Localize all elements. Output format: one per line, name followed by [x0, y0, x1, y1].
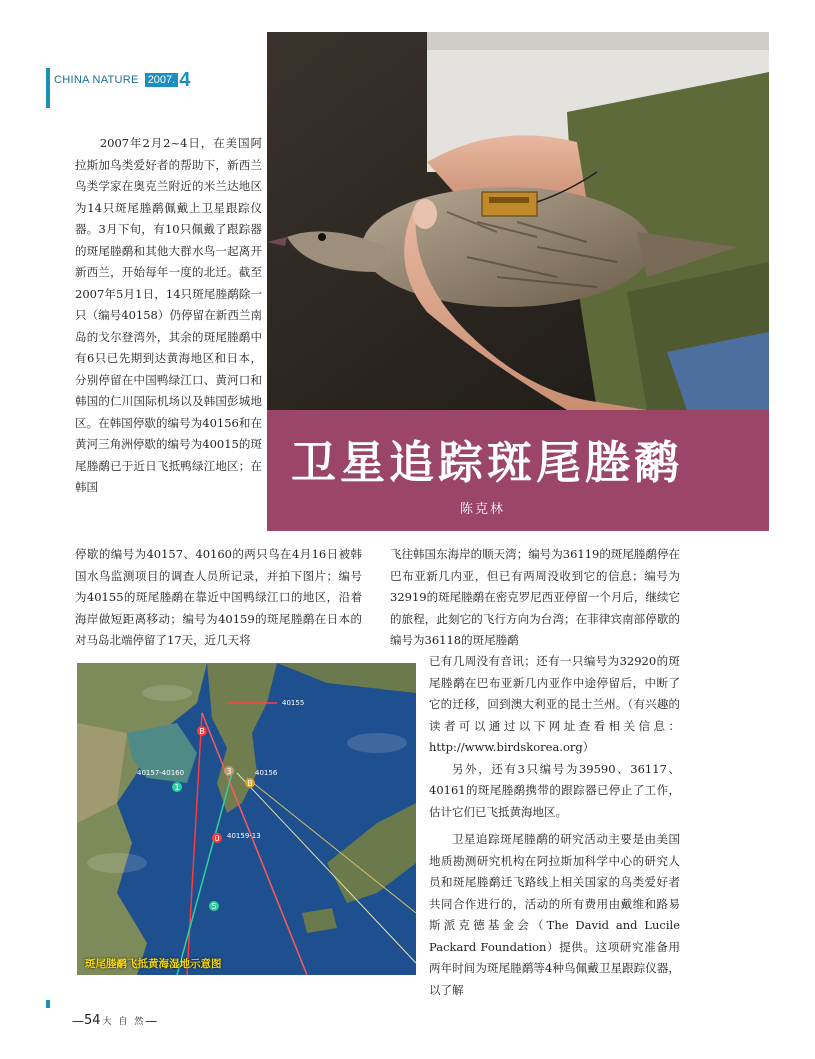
article-author: 陈克林	[460, 502, 506, 517]
map-marker: 3	[226, 767, 232, 776]
bird-photo-illustration	[267, 32, 769, 410]
issue-number: 4	[179, 69, 191, 91]
side-accent-rule	[46, 68, 50, 108]
map-marker: 0	[214, 834, 220, 843]
issue-year: 2007.	[145, 73, 179, 87]
page-number: 54	[84, 1013, 101, 1028]
body-column-left: 2007年2月2~4日，在美国阿拉斯加鸟类爱好者的帮助下，新西兰鸟类学家在奥克兰附近的米兰达地区为14只斑尾塍鹬佩戴上卫星跟踪仪器。3月下旬，有10只佩戴了跟踪器的斑尾塍鹬和其他大群水鸟一起离开新西兰，开始每年一度的北迁。截至2007年5月1日，14只斑尾塍鹬除一只（编号40158）仍停留在新西兰南岛的戈尔登湾外，其余的斑尾塍鹬中有6只已先期到达黄海地区和日本，分别停留在中国鸭绿江口、黄河口和韩国的仁川国际机场以及韩国彭城地区。在韩国停歇的编号为40156和在黄河三角洲停歇的编号为40015的斑尾塍鹬已于近日飞抵鸭绿江地区；在韩国	[75, 136, 262, 494]
migration-map	[77, 663, 416, 975]
map-marker: B	[199, 727, 205, 736]
map-label: 40157-40160	[137, 769, 185, 777]
map-label: 40156	[255, 769, 278, 777]
footer-magazine-name: 大 自 然	[102, 1017, 146, 1027]
map-label: 40159-13	[227, 832, 261, 840]
body-paragraph: 已有几周没有音讯；还有一只编号为32920的斑尾塍鹬在巴布亚新几内亚作中途停留后，中断了它的迁移，回到澳大利亚的昆士兰州。（有兴趣的读者可以通过以下网址查看相关信息：http://www.birdskorea.org）	[429, 654, 680, 754]
body-column-right	[429, 651, 680, 1001]
body-column-right-top: 飞往韩国东海岸的顺天湾；编号为36119的斑尾塍鹬停在巴布亚新几内亚，但已有两周没收到它的信息；编号为32919的斑尾塍鹬在密克罗尼西亚停留一个月后，继续它的旅程，此刻它的飞行方向为台湾；在菲律宾南部停歇的编号为36118的斑尾塍鹬	[390, 547, 680, 647]
magazine-name: CHINA NATURE	[54, 74, 139, 86]
page-footer	[72, 1013, 157, 1028]
map-illustration	[77, 663, 416, 975]
map-marker: B	[247, 779, 253, 788]
title-band	[267, 410, 769, 531]
map-marker: 5	[211, 902, 217, 911]
map-caption: 斑尾塍鹬飞抵黄海湿地示意图	[85, 958, 222, 970]
folio-dash: —	[145, 1013, 158, 1028]
map-marker: 1	[174, 783, 180, 792]
map-label: 40155	[282, 699, 305, 707]
bird-photo	[267, 32, 769, 410]
magazine-header	[54, 69, 191, 91]
folio-dash: —	[72, 1013, 84, 1028]
body-paragraph: 另外，还有3只编号为39590、36117、40161的斑尾塍鹬携带的跟踪器已停止了工作，估计它们已飞抵黄海地区。	[429, 761, 680, 819]
body-paragraph: 卫星追踪斑尾塍鹬的研究活动主要是由美国地质勘测研究机构在阿拉斯加科学中心的研究人员和斑尾塍鹬迁飞路线上相关国家的鸟类爱好者共同合作进行的，活动的所有费用由戴维和路易斯派克德基金会（The David and Lucile Packard Foundation）提供。这项研究准备用两年时间为斑尾塍鹬等4种鸟佩戴卫星跟踪仪器，以了解	[429, 832, 680, 997]
body-column-left-continued: 停歇的编号为40157、40160的两只鸟在4月16日被韩国水鸟监测项目的调查人员所记录，并拍下图片；编号为40155的斑尾塍鹬在靠近中国鸭绿江口的地区，沿着海岸做短距离移动；编号为40159的斑尾塍鹬在日本的对马岛北端停留了17天，近几天将	[75, 547, 362, 647]
side-accent-rule-bottom	[46, 1000, 50, 1008]
article-title: 卫星追踪斑尾塍鹬	[291, 436, 684, 489]
